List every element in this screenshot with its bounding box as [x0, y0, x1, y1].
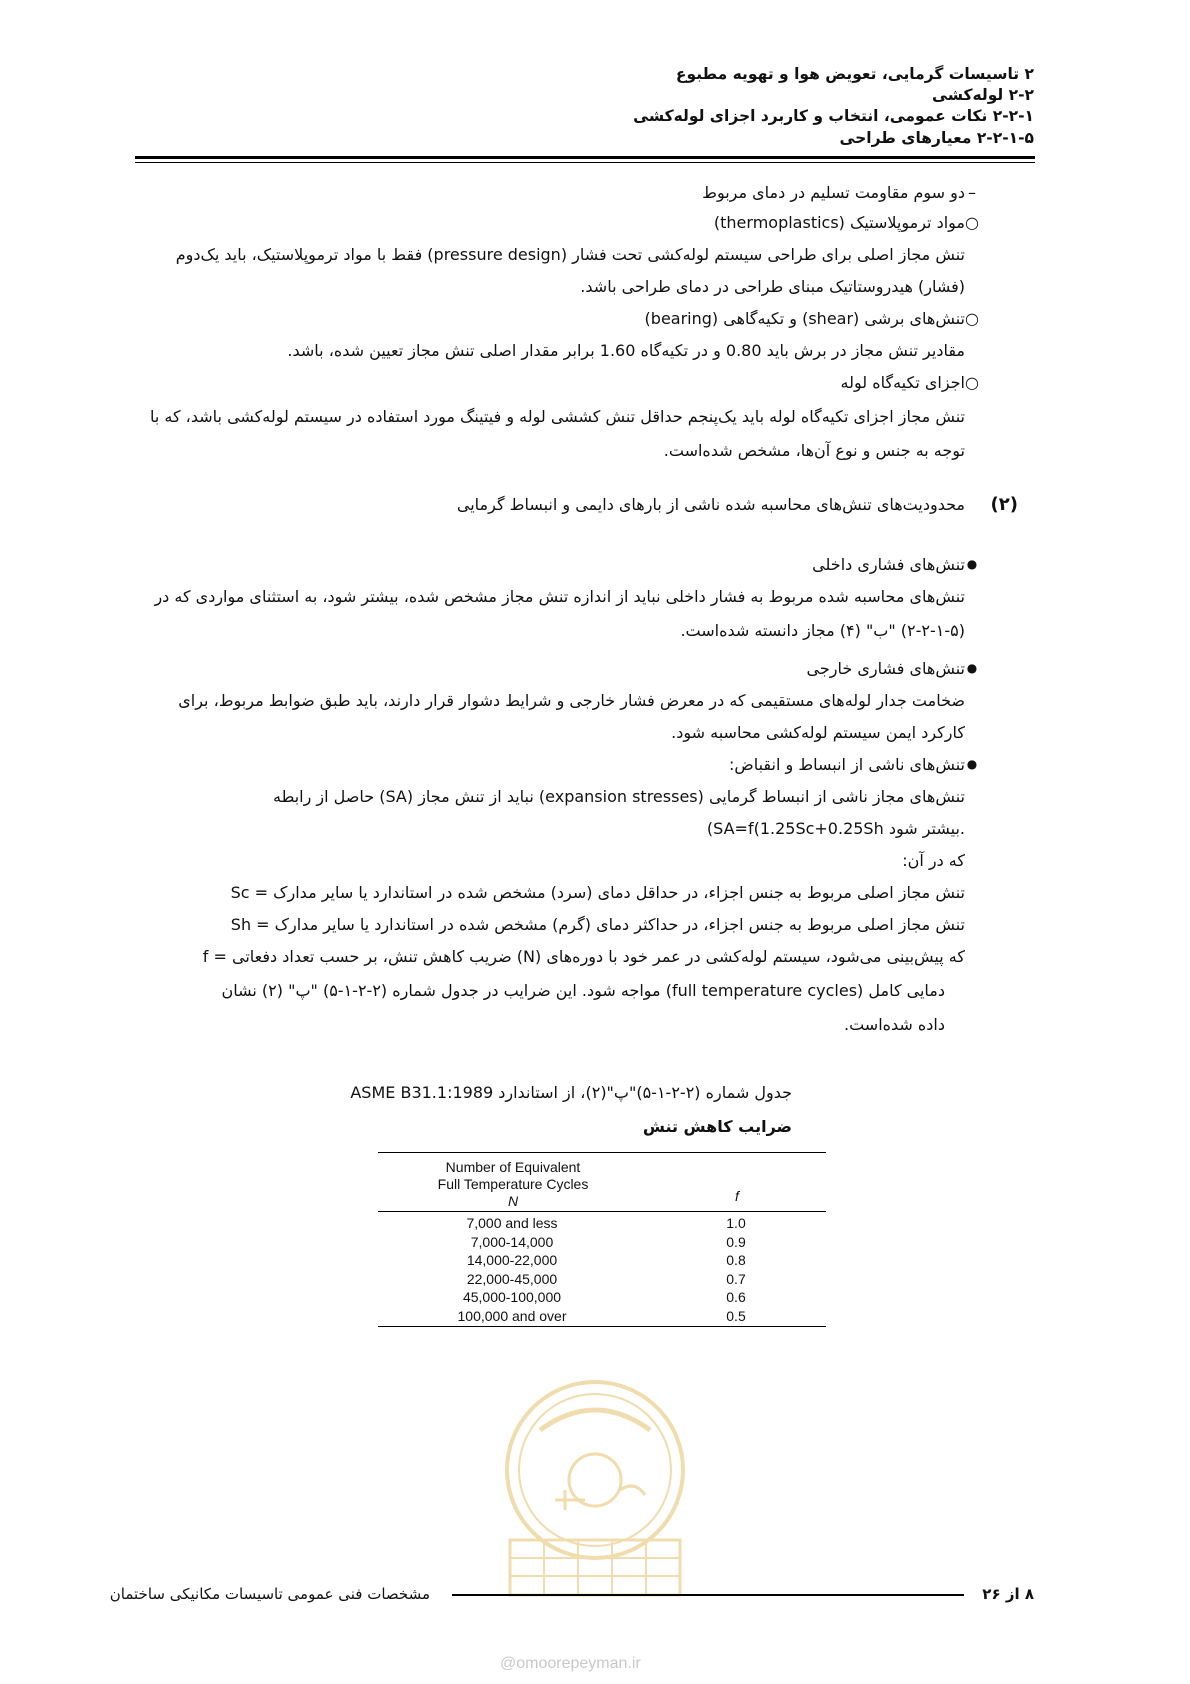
col-header-text: Full Temperature Cycles [437, 1176, 589, 1192]
sh-definition: Sh = تنش مجاز اصلی مربوط به جنس اجزاء، در حداکثر دمای (گرم) مشخص شده در استاندارد یا سایر مدارک [230, 915, 965, 934]
table-row [378, 1251, 826, 1270]
factor-cell: 1.0 [726, 1215, 746, 1231]
circle-bullet: ○ [965, 373, 979, 392]
sc-definition: Sc = تنش مجاز اصلی مربوط به جنس اجزاء، در حداقل دمای (سرد) مشخص شده در استاندارد یا سایر مدارک [230, 883, 965, 902]
col-header-text: Number of Equivalent [445, 1159, 581, 1175]
expansion-stress-title: تنش‌های ناشی از انبساط و انقباض: [728, 755, 965, 774]
factor-cell: 0.8 [726, 1252, 746, 1268]
cycles-cell: 7,000 and less [466, 1215, 558, 1231]
bullet-dot: ● [966, 757, 978, 771]
bullet-dot: ● [966, 661, 978, 675]
bullet-dot: ● [966, 557, 978, 571]
stress-factor-table [378, 1152, 826, 1327]
chapter-title: ۲ تاسیسات گرمایی، تعویض هوا و تهویه مطبوع [675, 65, 1034, 83]
thermoplastics-title: مواد ترموپلاستیک (thermoplastics) [713, 213, 965, 232]
factor-cell: 0.7 [726, 1270, 746, 1287]
internal-stress-title: تنش‌های فشاری داخلی [812, 555, 965, 574]
expansion-stress-text: تنش‌های مجاز ناشی از انبساط گرمایی (expansion stresses) نباید از تنش مجاز (SA) حاصل از رابطه [273, 787, 965, 806]
table-header [378, 1153, 826, 1211]
col-header-text: N [507, 1193, 519, 1209]
shear-text: مقادیر تنش مجاز در برش باید 0.80 و در تکیه‌گاه 1.60 برابر مقدار اصلی تنش مجاز تعیین شده، باشد. [287, 341, 965, 360]
shear-title: تنش‌های برشی (shear) و تکیه‌گاهی (bearing) [644, 309, 965, 328]
section-number: (۲) [990, 494, 1018, 515]
cycles-cell: 22,000-45,000 [466, 1270, 558, 1287]
table-row [378, 1214, 826, 1233]
table-header-rule [378, 1211, 826, 1212]
factor-cell: 0.9 [726, 1233, 746, 1250]
thermoplastics-text: (فشار) هیدروستاتیک مبنای طراحی در دمای طراحی باشد. [580, 277, 965, 296]
col-header-f: f [735, 1188, 739, 1204]
support-text: تنش مجاز اجزای تکیه‌گاه لوله باید یک‌پنجم حداقل تنش کششی لوله و فیتینگ مورد استفاده در سیستم لوله‌کشی باشد، که با [149, 407, 965, 426]
table-title: ضرایب کاهش تنش [642, 1117, 792, 1136]
dash-item-text: دو سوم مقاومت تسلیم در دمای مربوط [702, 183, 965, 202]
website-watermark: @omoorepeyman.ir [500, 1655, 641, 1672]
subsection-title: ۲-۲-۱ نکات عمومی، انتخاب و کاربرد اجزای لوله‌کشی [633, 107, 1034, 125]
internal-stress-text: تنش‌های محاسبه شده مربوط به فشار داخلی نباید از اندازه تنش مجاز مشخص شده، بیشتر شود، به استثنای مواردی که در [154, 587, 965, 606]
table-body [378, 1214, 826, 1325]
external-stress-text: کارکرد ایمن سیستم لوله‌کشی محاسبه شود. [671, 723, 965, 742]
external-stress-text: ضخامت جدار لوله‌های مستقیمی که در معرض فشار خارجی و شرایط دشوار قرار دارند، باید طبق ضوابط مربوط، برای [178, 691, 965, 710]
internal-stress-text: (۲-۲-۱-۵) "ب" (۴) مجاز دانسته شده‌است. [680, 621, 965, 640]
cycles-cell: 14,000-22,000 [466, 1252, 558, 1268]
support-text: توجه به جنس و نوع آن‌ها، مشخص شده‌است. [663, 441, 965, 460]
table-row [378, 1270, 826, 1289]
factor-cell: 0.5 [726, 1307, 746, 1324]
table-caption: جدول شماره (۲-۲-۱-۵)"پ"(۲)، از استاندارد ASME B31.1:1989 [350, 1083, 792, 1102]
external-stress-title: تنش‌های فشاری خارجی [806, 659, 965, 678]
header-rule-thin [135, 162, 1035, 163]
f-definition: داده شده‌است. [844, 1015, 945, 1034]
footer-rule [452, 1594, 964, 1596]
factor-cell: 0.6 [726, 1289, 746, 1305]
f-definition: f = ضریب کاهش تنش، بر حسب تعداد دفعاتی (N) که پیش‌بینی می‌شود، سیستم لوله‌کشی در عمر خود با دوره‌های [202, 947, 965, 966]
table-bottom-rule [378, 1326, 826, 1327]
table-row [378, 1288, 826, 1307]
table-row [378, 1233, 826, 1252]
expansion-stress-formula: (SA=f(1.25Sc+0.25Sh بیشتر شود. [706, 819, 965, 838]
section-title: ۲-۲ لوله‌کشی [932, 86, 1034, 104]
circle-bullet: ○ [965, 213, 979, 232]
support-title: اجزای تکیه‌گاه لوله [840, 373, 965, 392]
footer-title: مشخصات فنی عمومی تاسیسات مکانیکی ساختمان [109, 1585, 430, 1603]
col-header-n [378, 1153, 648, 1211]
subsubsection-title: ۲-۲-۱-۵ معیارهای طراحی [839, 129, 1034, 147]
header-rule-thick [135, 156, 1035, 159]
cycles-cell: 45,000-100,000 [462, 1289, 562, 1305]
thermoplastics-text: تنش مجاز اصلی برای طراحی سیستم لوله‌کشی تحت فشار (pressure design) فقط با مواد ترموپلاستیک، باید یک‌دوم [175, 245, 965, 264]
where-label: که در آن: [902, 851, 965, 870]
section-heading: محدودیت‌های تنش‌های محاسبه شده ناشی از بارهای دایمی و انبساط گرمایی [456, 495, 965, 514]
cycles-cell: 7,000-14,000 [470, 1233, 554, 1250]
dash-bullet: – [968, 183, 976, 202]
circle-bullet: ○ [965, 309, 979, 328]
f-definition: دمایی کامل (full temperature cycles) مواجه شود. این ضرایب در جدول شماره (۲-۲-۱-۵) "پ" (۲) نشان [221, 981, 945, 1000]
cycles-cell: 100,000 and over [457, 1307, 567, 1324]
page-number: ۸ از ۲۶ [982, 1585, 1034, 1603]
publisher-seal-logo [470, 1370, 720, 1600]
table-row [378, 1307, 826, 1326]
